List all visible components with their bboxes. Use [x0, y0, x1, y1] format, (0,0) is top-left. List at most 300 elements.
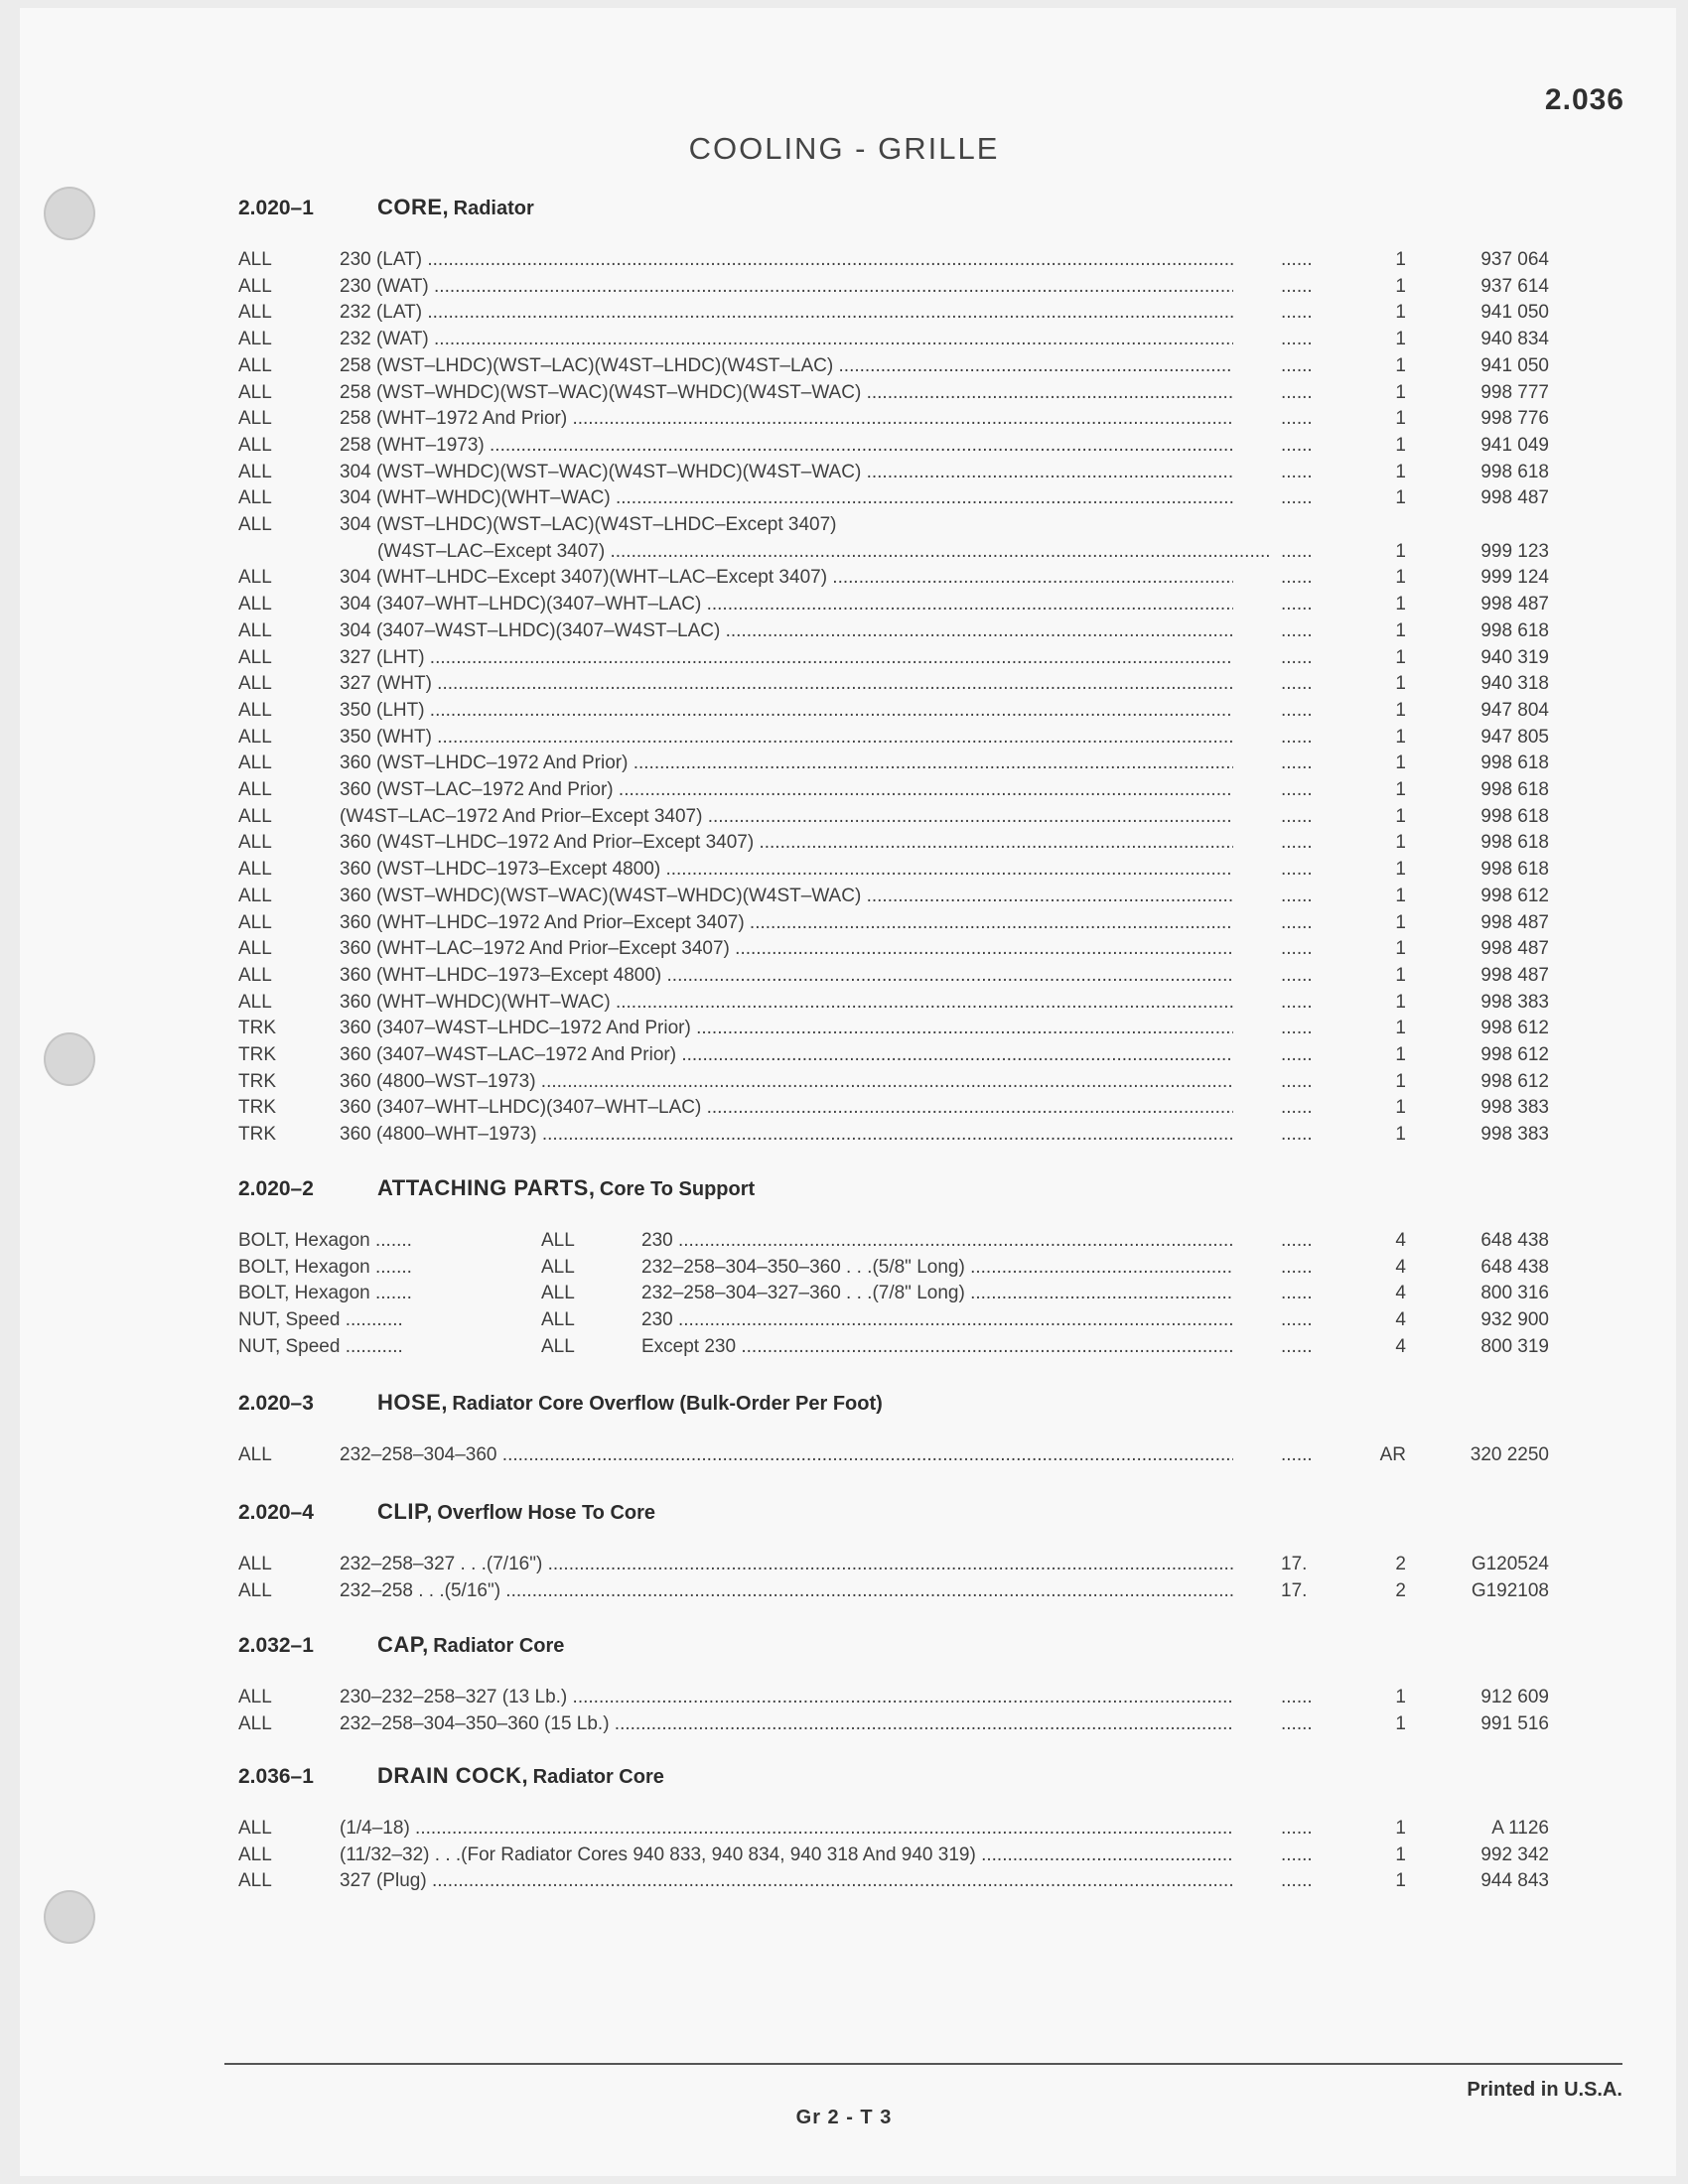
reference: ...... [1281, 1335, 1313, 1357]
model-code: ALL [238, 726, 272, 748]
quantity: 1 [1395, 699, 1406, 721]
reference: ...... [1281, 832, 1313, 854]
parts-row [0, 1257, 1688, 1284]
application: 350 (WHT) ..... [340, 727, 1233, 749]
part-number: 998 618 [1480, 779, 1549, 800]
reference: ...... [1281, 1283, 1313, 1304]
model-code: TRK [238, 1070, 276, 1092]
part-name: BOLT, Hexagon ....... [238, 1283, 412, 1304]
reference: ...... [1281, 1097, 1313, 1119]
binder-hole [44, 187, 95, 240]
application: 360 (WHT–LHDC–1972 And Prior–Except 3407) ..... [340, 912, 1233, 934]
quantity: 1 [1395, 540, 1406, 562]
section-number: 2.020–4 [238, 1501, 314, 1524]
parts-row [0, 1444, 1688, 1471]
quantity: 1 [1395, 249, 1406, 270]
application: 230 ..... [641, 1309, 1233, 1331]
quantity: 1 [1395, 1712, 1406, 1734]
model-code: TRK [238, 1124, 276, 1146]
part-name: NUT, Speed ........... [238, 1335, 403, 1357]
reference: ...... [1281, 329, 1313, 350]
model-code: ALL [238, 1870, 272, 1892]
part-number: G192108 [1471, 1579, 1549, 1601]
parts-row [0, 965, 1688, 992]
application: 232–258–304–360 ..... [340, 1444, 1233, 1466]
reference: 17. [1281, 1579, 1308, 1601]
section-number: 2.020–2 [238, 1177, 314, 1200]
model-code: ALL [238, 911, 272, 933]
model-code: ALL [238, 434, 272, 456]
application: 304 (WST–WHDC)(WST–WAC)(W4ST–WHDC)(W4ST–WAC) ..... [340, 462, 1233, 483]
parts-row [0, 329, 1688, 355]
reference: ...... [1281, 699, 1313, 721]
section-number: 2.036–1 [238, 1765, 314, 1788]
model-code: ALL [238, 514, 272, 535]
part-number: 998 618 [1480, 805, 1549, 827]
parts-row [0, 992, 1688, 1019]
part-number: 998 487 [1480, 938, 1549, 960]
part-number: 998 776 [1480, 408, 1549, 430]
model-code: ALL [238, 1687, 272, 1707]
parts-row [0, 567, 1688, 594]
quantity: 1 [1395, 381, 1406, 403]
parts-row [0, 382, 1688, 409]
reference: ...... [1281, 302, 1313, 324]
application: 304 (WHT–WHDC)(WHT–WAC) ..... [340, 487, 1233, 509]
reference: ...... [1281, 1230, 1313, 1251]
parts-row [0, 302, 1688, 329]
part-number: 932 900 [1480, 1309, 1549, 1331]
application: 327 (LHT) ..... [340, 647, 1233, 669]
quantity: 4 [1395, 1256, 1406, 1278]
model-code: TRK [238, 1097, 276, 1119]
quantity: 4 [1395, 1309, 1406, 1331]
model-code: TRK [238, 1044, 276, 1065]
application: 360 (WST–WHDC)(WST–WAC)(W4ST–WHDC)(W4ST–WAC) ..... [340, 886, 1233, 907]
application: 232–258–327 . . .(7/16") ..... [340, 1554, 1233, 1575]
quantity: 1 [1395, 832, 1406, 854]
part-number: 912 609 [1480, 1687, 1549, 1707]
reference: ...... [1281, 1018, 1313, 1039]
part-number: 937 064 [1480, 249, 1549, 270]
parts-row [0, 1580, 1688, 1607]
parts-row [0, 514, 1688, 541]
reference: ...... [1281, 911, 1313, 933]
parts-row [0, 1687, 1688, 1713]
application: 327 (Plug) ..... [340, 1870, 1233, 1892]
application: 230 (LAT) ..... [340, 249, 1233, 271]
quantity: 1 [1395, 461, 1406, 482]
section-subtitle: Radiator Core Overflow (Bulk-Order Per Foot) [452, 1393, 883, 1415]
section-heading [238, 1499, 655, 1529]
application: 360 (WHT–LAC–1972 And Prior–Except 3407) ..... [340, 938, 1233, 960]
part-number: 991 516 [1480, 1712, 1549, 1734]
quantity: 2 [1395, 1554, 1406, 1574]
reference: ...... [1281, 1309, 1313, 1331]
model-code: ALL [238, 461, 272, 482]
reference: ...... [1281, 275, 1313, 297]
application: 232–258–304–350–360 . . .(5/8" Long) ..... [641, 1257, 1233, 1279]
parts-row [0, 408, 1688, 435]
quantity: 1 [1395, 1843, 1406, 1865]
quantity: 1 [1395, 1687, 1406, 1707]
application: 304 (WST–LHDC)(WST–LAC)(W4ST–LHDC–Except 3407) [340, 514, 837, 535]
application: 360 (WST–LHDC–1973–Except 4800) ..... [340, 859, 1233, 881]
model-code: ALL [238, 699, 272, 721]
quantity: 4 [1395, 1283, 1406, 1304]
parts-row [0, 1818, 1688, 1844]
application: 258 (WHT–1973) ..... [340, 435, 1233, 457]
part-number: 998 618 [1480, 859, 1549, 881]
model-code: ALL [541, 1309, 575, 1331]
part-number: 940 318 [1480, 673, 1549, 695]
parts-row [0, 435, 1688, 462]
section-subtitle: Core To Support [599, 1178, 756, 1200]
quantity: 1 [1395, 726, 1406, 748]
part-number: 998 618 [1480, 461, 1549, 482]
model-code: ALL [238, 329, 272, 350]
quantity: 1 [1395, 594, 1406, 615]
application: 360 (WST–LAC–1972 And Prior) ..... [340, 779, 1233, 801]
reference: ...... [1281, 779, 1313, 800]
reference: ...... [1281, 354, 1313, 376]
model-code: ALL [238, 1843, 272, 1865]
reference: ...... [1281, 408, 1313, 430]
parts-row [0, 276, 1688, 303]
parts-row [0, 249, 1688, 276]
model-code: ALL [541, 1256, 575, 1278]
model-code: ALL [541, 1335, 575, 1357]
binder-hole [44, 1890, 95, 1944]
part-number: 941 049 [1480, 434, 1549, 456]
model-code: ALL [238, 302, 272, 324]
part-number: 944 843 [1480, 1870, 1549, 1892]
reference: ...... [1281, 1870, 1313, 1892]
section-heading [238, 1175, 755, 1205]
quantity: 1 [1395, 434, 1406, 456]
reference: ...... [1281, 540, 1313, 562]
quantity: 1 [1395, 1818, 1406, 1839]
model-code: ALL [238, 991, 272, 1013]
part-number: 648 438 [1480, 1230, 1549, 1251]
section-name: DRAIN COCK, [377, 1763, 529, 1788]
application: 360 (4800–WHT–1973) ..... [340, 1124, 1233, 1146]
parts-row [0, 912, 1688, 939]
page-number: 2.036 [1544, 83, 1624, 116]
part-number: 940 834 [1480, 329, 1549, 350]
quantity: 1 [1395, 859, 1406, 881]
quantity: 1 [1395, 567, 1406, 589]
model-code: ALL [238, 885, 272, 906]
reference: ...... [1281, 434, 1313, 456]
model-code: ALL [238, 594, 272, 615]
part-number: 998 383 [1480, 991, 1549, 1013]
application: 230–232–258–327 (13 Lb.) ..... [340, 1687, 1233, 1708]
model-code: ALL [238, 752, 272, 774]
part-number: 998 487 [1480, 594, 1549, 615]
section-heading [238, 1390, 883, 1420]
quantity: 1 [1395, 805, 1406, 827]
model-code: ALL [238, 1554, 272, 1574]
quantity: 1 [1395, 487, 1406, 509]
model-code: ALL [238, 567, 272, 589]
quantity: 1 [1395, 938, 1406, 960]
application: 304 (3407–W4ST–LHDC)(3407–W4ST–LAC) ..... [340, 620, 1233, 642]
part-number: 940 319 [1480, 646, 1549, 668]
application: 258 (WST–LHDC)(WST–LAC)(W4ST–LHDC)(W4ST–LAC) ..... [340, 355, 1233, 377]
parts-row [0, 647, 1688, 674]
application: 360 (W4ST–LHDC–1972 And Prior–Except 3407) ..... [340, 832, 1233, 854]
model-code: ALL [238, 408, 272, 430]
reference: ...... [1281, 461, 1313, 482]
reference: ...... [1281, 381, 1313, 403]
quantity: 4 [1395, 1335, 1406, 1357]
part-number: 998 487 [1480, 911, 1549, 933]
quantity: 1 [1395, 673, 1406, 695]
parts-row [0, 1124, 1688, 1151]
section-heading [238, 1763, 664, 1793]
footer-divider [224, 2063, 1622, 2065]
part-number: A 1126 [1491, 1818, 1549, 1839]
reference: ...... [1281, 1044, 1313, 1065]
quantity: 1 [1395, 1018, 1406, 1039]
model-code: ALL [238, 249, 272, 270]
parts-row [0, 1097, 1688, 1124]
quantity: 1 [1395, 1870, 1406, 1892]
reference: ...... [1281, 752, 1313, 774]
quantity: 1 [1395, 646, 1406, 668]
part-number: 998 612 [1480, 1070, 1549, 1092]
section-heading [238, 1632, 564, 1662]
reference: ...... [1281, 1124, 1313, 1146]
model-code: ALL [238, 619, 272, 641]
part-number: 941 050 [1480, 302, 1549, 324]
section-subtitle: Radiator Core [433, 1635, 565, 1657]
reference: ...... [1281, 673, 1313, 695]
part-number: 937 614 [1480, 275, 1549, 297]
reference: ...... [1281, 249, 1313, 270]
model-code: ALL [238, 487, 272, 509]
reference: ...... [1281, 1712, 1313, 1734]
quantity: 1 [1395, 302, 1406, 324]
reference: ...... [1281, 487, 1313, 509]
application: 304 (3407–WHT–LHDC)(3407–WHT–LAC) ..... [340, 594, 1233, 615]
reference: ...... [1281, 859, 1313, 881]
part-number: 998 612 [1480, 1018, 1549, 1039]
group-label: Gr 2 - T 3 [795, 2107, 893, 2128]
reference: 17. [1281, 1554, 1308, 1574]
application: 230 (WAT) ..... [340, 276, 1233, 298]
reference: ...... [1281, 567, 1313, 589]
parts-row [0, 859, 1688, 886]
parts-row [0, 886, 1688, 912]
parts-row [0, 462, 1688, 488]
application: 258 (WST–WHDC)(WST–WAC)(W4ST–WHDC)(W4ST–WAC) ..... [340, 382, 1233, 404]
section-name: CORE, [377, 195, 450, 219]
reference: ...... [1281, 885, 1313, 906]
part-name: BOLT, Hexagon ....... [238, 1230, 412, 1251]
parts-row [0, 1018, 1688, 1044]
parts-row [0, 779, 1688, 806]
parts-row [0, 1309, 1688, 1336]
application: 258 (WHT–1972 And Prior) ..... [340, 408, 1233, 430]
part-name: NUT, Speed ........... [238, 1309, 403, 1331]
section-name: ATTACHING PARTS, [377, 1175, 596, 1200]
model-code: ALL [238, 1818, 272, 1839]
quantity: 1 [1395, 779, 1406, 800]
part-number: 320 2250 [1470, 1444, 1549, 1465]
reference: ...... [1281, 619, 1313, 641]
printed-note: Printed in U.S.A. [1467, 2079, 1622, 2101]
parts-row [0, 727, 1688, 753]
part-number: 998 618 [1480, 752, 1549, 774]
part-number: 998 777 [1480, 381, 1549, 403]
parts-row [0, 1071, 1688, 1098]
model-code: ALL [238, 779, 272, 800]
part-number: 998 487 [1480, 487, 1549, 509]
application: 360 (WHT–WHDC)(WHT–WAC) ..... [340, 992, 1233, 1014]
model-code: ALL [541, 1230, 575, 1251]
quantity: 1 [1395, 408, 1406, 430]
reference: ...... [1281, 1070, 1313, 1092]
part-number: 648 438 [1480, 1256, 1549, 1278]
page-title: COOLING - GRILLE [688, 131, 1000, 166]
parts-row [0, 1844, 1688, 1871]
application: 360 (3407–W4ST–LAC–1972 And Prior) ..... [340, 1044, 1233, 1066]
application: 360 (3407–W4ST–LHDC–1972 And Prior) ..... [340, 1018, 1233, 1039]
model-code: ALL [238, 354, 272, 376]
parts-row [0, 1336, 1688, 1363]
quantity: 4 [1395, 1230, 1406, 1251]
parts-row [0, 620, 1688, 647]
application: 232–258–304–327–360 . . .(7/8" Long) ..... [641, 1283, 1233, 1304]
reference: ...... [1281, 1687, 1313, 1707]
quantity: 1 [1395, 911, 1406, 933]
parts-row [0, 806, 1688, 833]
parts-row [0, 541, 1688, 568]
application: 327 (WHT) ..... [340, 673, 1233, 695]
reference: ...... [1281, 991, 1313, 1013]
parts-row [0, 355, 1688, 382]
quantity: 1 [1395, 1097, 1406, 1119]
model-code: ALL [238, 964, 272, 986]
parts-row [0, 752, 1688, 779]
reference: ...... [1281, 1444, 1313, 1465]
quantity: 1 [1395, 275, 1406, 297]
part-number: 999 124 [1480, 567, 1549, 589]
section-subtitle: Radiator Core [532, 1766, 664, 1788]
application: 232–258 . . .(5/16") ..... [340, 1580, 1233, 1602]
quantity: 1 [1395, 329, 1406, 350]
quantity: 1 [1395, 1070, 1406, 1092]
section-heading [238, 195, 534, 224]
part-number: 947 804 [1480, 699, 1549, 721]
model-code: ALL [238, 275, 272, 297]
part-number: G120524 [1471, 1554, 1549, 1574]
part-number: 998 383 [1480, 1097, 1549, 1119]
quantity: 1 [1395, 1044, 1406, 1065]
reference: ...... [1281, 1256, 1313, 1278]
parts-row [0, 832, 1688, 859]
section-name: HOSE, [377, 1390, 448, 1415]
quantity: 1 [1395, 752, 1406, 774]
quantity: AR [1379, 1444, 1406, 1465]
model-code: TRK [238, 1018, 276, 1039]
part-number: 992 342 [1480, 1843, 1549, 1865]
application: (11/32–32) . . .(For Radiator Cores 940 833, 940 834, 940 318 And 940 319) ..... [340, 1844, 1233, 1866]
model-code: ALL [238, 832, 272, 854]
parts-row [0, 1554, 1688, 1580]
model-code: ALL [238, 673, 272, 695]
part-number: 941 050 [1480, 354, 1549, 376]
model-code: ALL [238, 805, 272, 827]
part-number: 999 123 [1480, 540, 1549, 562]
part-number: 998 487 [1480, 964, 1549, 986]
application: 304 (WHT–LHDC–Except 3407)(WHT–LAC–Except 3407) ..... [340, 567, 1233, 589]
application: 360 (4800–WST–1973) ..... [340, 1071, 1233, 1093]
reference: ...... [1281, 1818, 1313, 1839]
section-number: 2.032–1 [238, 1634, 314, 1657]
parts-row [0, 1283, 1688, 1309]
application: (W4ST–LAC–Except 3407) ..... [377, 541, 1271, 563]
parts-row [0, 1713, 1688, 1740]
section-subtitle: Overflow Hose To Core [437, 1502, 656, 1524]
parts-row [0, 594, 1688, 620]
application: 360 (WHT–LHDC–1973–Except 4800) ..... [340, 965, 1233, 987]
model-code: ALL [238, 1579, 272, 1601]
application: (W4ST–LAC–1972 And Prior–Except 3407) ..... [340, 806, 1233, 828]
quantity: 1 [1395, 991, 1406, 1013]
application: 232–258–304–350–360 (15 Lb.) ..... [340, 1713, 1233, 1735]
reference: ...... [1281, 805, 1313, 827]
model-code: ALL [541, 1283, 575, 1304]
parts-row [0, 1230, 1688, 1257]
model-code: ALL [238, 859, 272, 881]
parts-row [0, 487, 1688, 514]
reference: ...... [1281, 594, 1313, 615]
part-number: 800 316 [1480, 1283, 1549, 1304]
part-number: 998 383 [1480, 1124, 1549, 1146]
application: 230 ..... [641, 1230, 1233, 1252]
application: (1/4–18) ..... [340, 1818, 1233, 1840]
quantity: 1 [1395, 885, 1406, 906]
part-number: 998 612 [1480, 1044, 1549, 1065]
application: 350 (LHT) ..... [340, 700, 1233, 722]
section-number: 2.020–3 [238, 1392, 314, 1415]
section-number: 2.020–1 [238, 197, 314, 219]
quantity: 1 [1395, 964, 1406, 986]
application: 232 (LAT) ..... [340, 302, 1233, 324]
parts-row [0, 673, 1688, 700]
part-number: 998 612 [1480, 885, 1549, 906]
reference: ...... [1281, 938, 1313, 960]
quantity: 1 [1395, 619, 1406, 641]
application: 360 (3407–WHT–LHDC)(3407–WHT–LAC) ..... [340, 1097, 1233, 1119]
section-name: CLIP, [377, 1499, 433, 1524]
model-code: ALL [238, 381, 272, 403]
parts-row [0, 938, 1688, 965]
parts-row [0, 1044, 1688, 1071]
reference: ...... [1281, 964, 1313, 986]
application: Except 230 ..... [641, 1336, 1233, 1358]
application: 360 (WST–LHDC–1972 And Prior) ..... [340, 752, 1233, 774]
parts-row [0, 1870, 1688, 1897]
application: 232 (WAT) ..... [340, 329, 1233, 350]
part-number: 998 618 [1480, 832, 1549, 854]
quantity: 1 [1395, 354, 1406, 376]
part-number: 800 319 [1480, 1335, 1549, 1357]
section-subtitle: Radiator [453, 198, 534, 219]
